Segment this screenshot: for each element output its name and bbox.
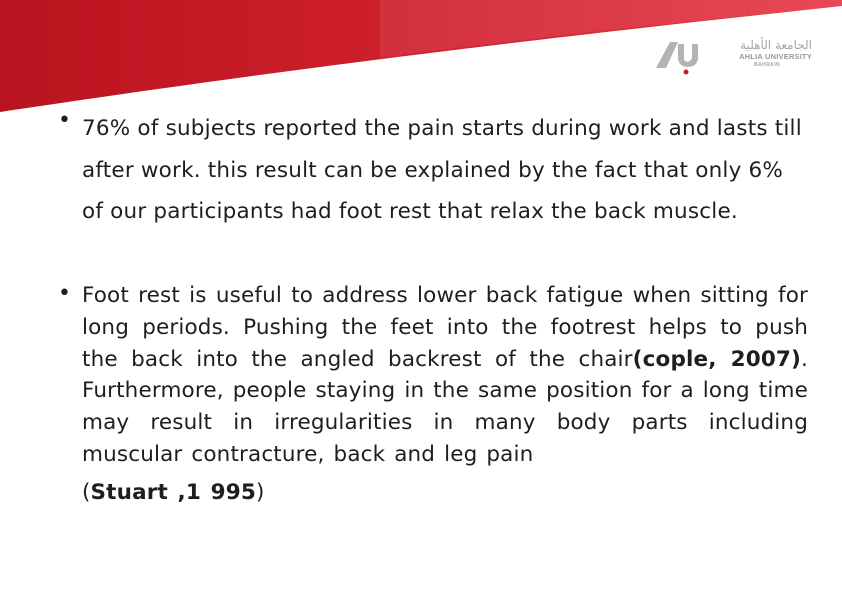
citation-close-paren: ) [255,479,265,505]
bullet-paragraph-1: 76% of subjects reported the pain starts during work and lasts till after work. this result can be explained by the fact that only 6% of our participants had foot rest that relax the back muscle. [82,116,802,224]
citation-open-paren: ( [82,479,91,505]
citation-stuart-1995: Stuart ,1 995 [90,479,256,505]
citation-stuart-line [82,477,808,509]
bullet-paragraph-2 [82,280,808,509]
logo-location: BAHRAIN [754,62,780,68]
bullet-dot-icon: • [58,281,71,306]
logo-arabic-name: الجامعة الأهلية [740,38,812,52]
paragraph-2-text-b: . Furthermore, people staying in the same position for a long time may result in irregularities in many body parts including muscular contracture, back and leg pain [82,346,809,467]
bullet-dot-icon: • [58,108,71,133]
citation-cople-2007: (cople, 2007) [632,346,802,372]
logo-mark-dot [684,70,689,75]
paragraph-2-text-a: Foot rest is useful to address lower back fatigue when sitting for long periods. Pushing the feet into the footrest helps to push the back into the angled backrest of the chair [82,283,808,372]
logo-mark-a [656,42,678,68]
logo-mark-u [678,44,698,67]
logo-university-name: AHLIA UNIVERSITY [739,52,812,61]
